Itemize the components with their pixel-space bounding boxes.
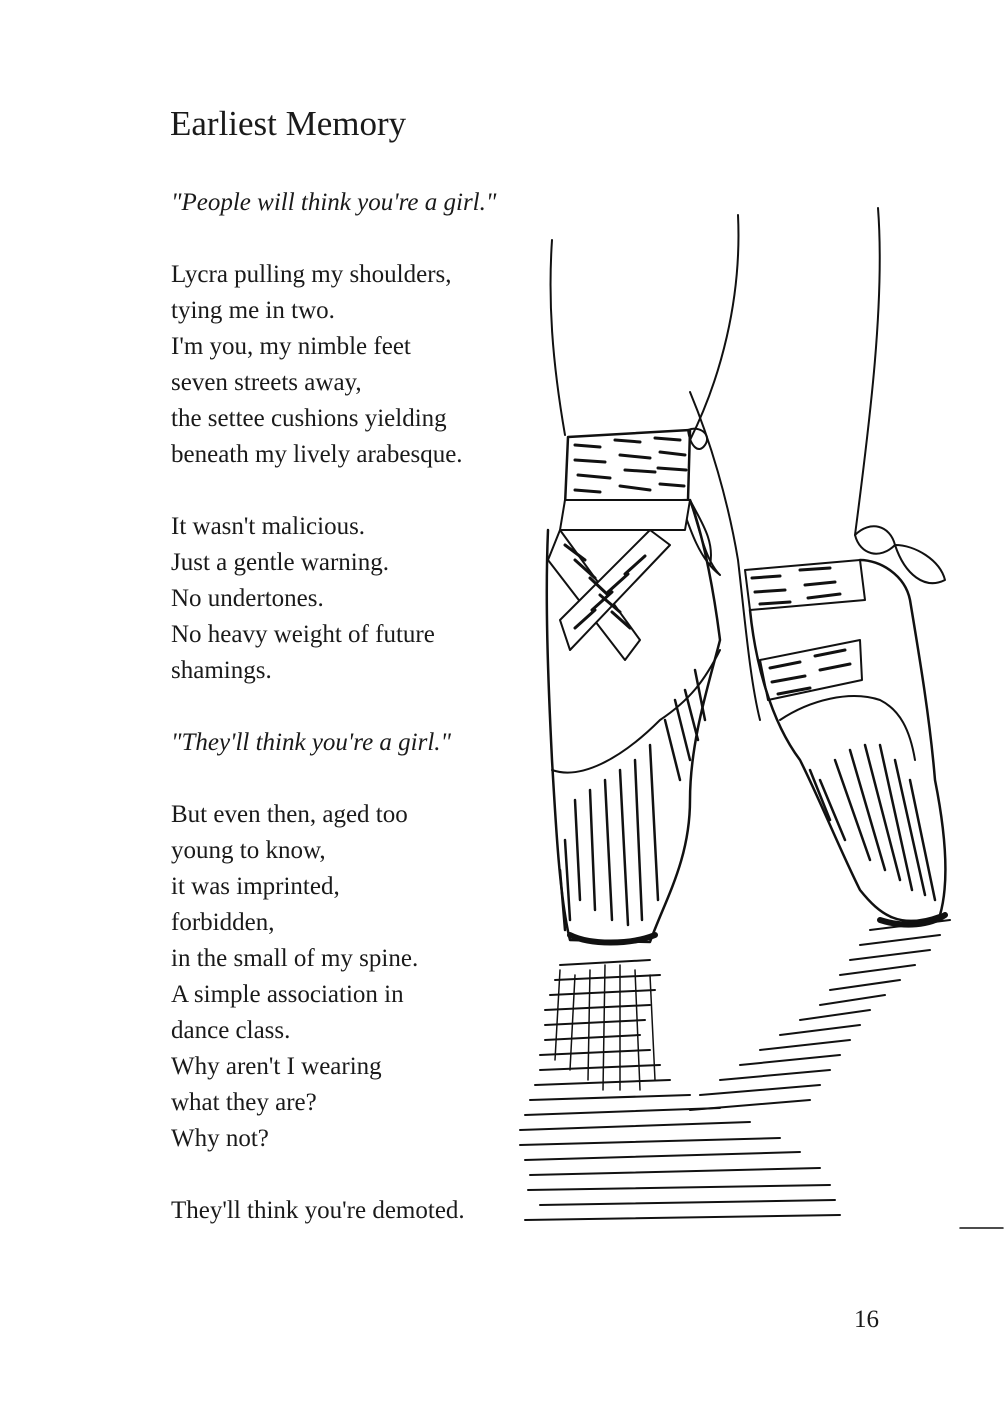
stanza-break [171,761,531,797]
poem-line: "People will think you're a girl." [171,189,497,216]
poem-line: Lycra pulling my shoulders, [171,261,452,288]
pointe-shoes-illustration [500,190,1005,1240]
right-shoe-outline [750,560,945,921]
ribbon-band [760,640,862,700]
floor-reflection-vertical [555,965,655,1090]
left-shoe-vamp [552,650,720,773]
poem-body [171,185,531,1229]
poem-line: tying me in two. [171,297,335,324]
poem-line: in the small of my spine. [171,945,419,972]
floor-reflection [520,920,950,1220]
page-number: 16 [854,1306,879,1333]
right-shoe-vamp [780,696,915,760]
stanza-break [171,689,531,725]
poem-line: Why aren't I wearing [171,1053,382,1080]
right-leg-outline [690,392,760,720]
poem-line: young to know, [171,837,326,864]
ribbon-band [560,500,690,530]
stanza-break [171,473,531,509]
stanza-break [171,1157,531,1193]
poem-line: I'm you, my nimble feet [171,333,411,360]
poem-line: A simple association in [171,981,404,1008]
poem-line: it was imprinted, [171,873,340,900]
ribbon-bow [895,545,945,583]
left-shoe-platform [570,935,655,943]
poem-line: They'll think you're demoted. [171,1197,465,1224]
right-leg-outline [855,208,880,535]
poem-line: forbidden, [171,909,275,936]
poem-title: Earliest Memory [170,104,407,143]
poem-line: Just a gentle warning. [171,549,390,576]
poem-line: No heavy weight of future [171,621,435,648]
left-leg-outline [551,240,565,435]
poem-line: dance class. [171,1017,291,1044]
poem-line: shamings. [171,657,272,684]
shoe-shading [560,670,705,930]
poem-line: the settee cushions yielding [171,405,447,432]
ribbon-bow [855,526,895,553]
poem-line: beneath my lively arabesque. [171,441,463,468]
poem-line: what they are? [171,1089,317,1116]
poem-line: But even then, aged too [171,801,408,828]
poem-line: It wasn't malicious. [171,513,366,540]
poem-line: No undertones. [171,585,324,612]
poem-line: Why not? [171,1125,269,1152]
poem-line: "They'll think you're a girl." [171,729,452,756]
left-leg-outline [690,215,738,440]
poem-line: seven streets away, [171,369,362,396]
stanza-break [171,221,531,257]
